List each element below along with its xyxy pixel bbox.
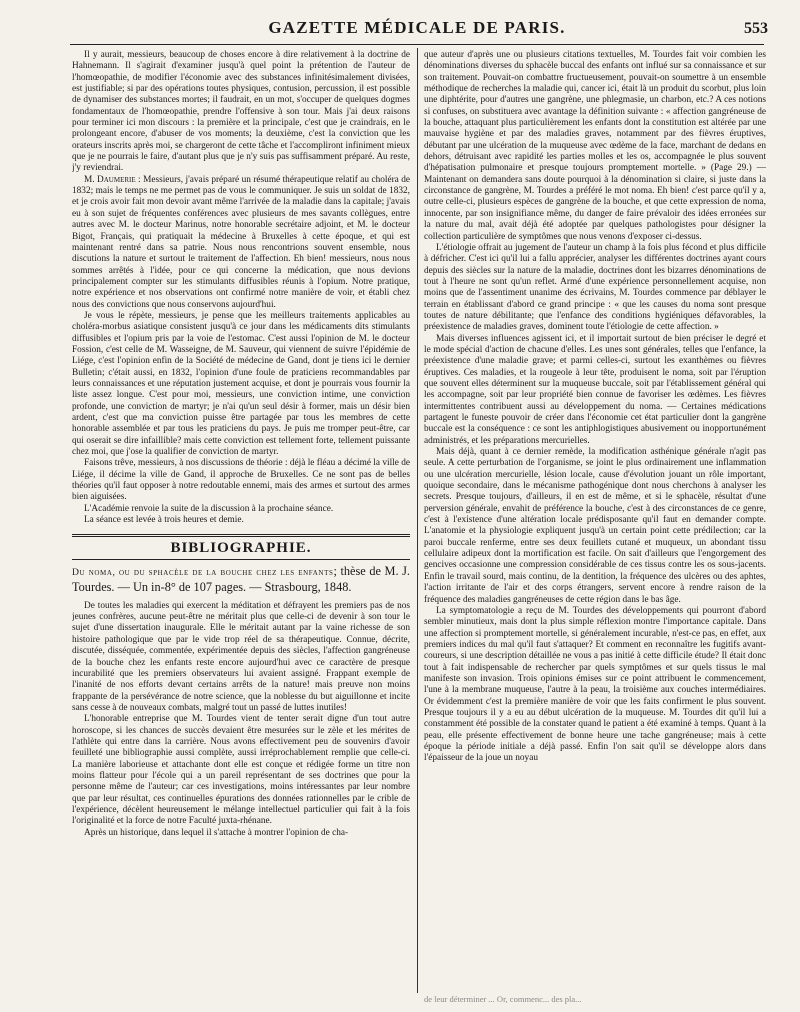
paragraph (72, 175, 410, 311)
page-header (66, 18, 768, 42)
book-title-rest: ; thèse de M. J. Tourdes. — Un in-8° de 107 pages. — Strasbourg, 1848. (72, 563, 410, 594)
paragraph: Je vous le répète, messieurs, je pense que les meilleurs traitements applicables au choléra-morbus asiatique consistent jusqu'à ce jour dans les médicaments dits stimulants diffusibles et l'opium pris par la voie de l'estomac. C'est aussi l'opinion de M. le docteur Fossion, c'est celle de M. Wasseigne, de M. Sauveur, qui viennent de suivre l'épidémie de Liége, c'est l'opinion enfin de la Société de médecine de Gand, dont je tiens ici le dernier Bulletin; c'était aussi, en 1832, l'opinion d'une foule de praticiens recommandables par leurs connaissances et une réputation justement acquise, et dont je pourrais vous fournir la liste assez longue. C'est pour moi, messieurs, une conviction intime, une conviction profonde, une conviction de martyr; je n'ai qu'un seul désir à former, mais un désir bien ardent, c'est que ma conviction puisse être partagée par tous les membres de cette honorable assemblée et par tous les praticiens du pays. Je puis me tromper peut-être, car qui oserait se dire infaillible? mais cette conviction est tellement forte, tellement puissante chez moi, que j'ose la qualifier de conviction de martyr. (72, 310, 410, 458)
paragraph: La séance est levée à trois heures et demie. (84, 515, 244, 526)
paragraph: Mais diverses influences agissent ici, et il importait surtout de bien préciser le degré et le mode spécial d'action de chacune d'elles. Les unes sont générales, telles que l'enfance, la préexistence d'une maladie grave; et parmi celles-ci, surtout les exanthèmes ou fièvres éruptives. Ces maladies, et la rougeole à leur tête, produisent le noma, soit par l'éruption que souvent elles déterminent sur la muqueuse buccale, soit par l'établissement général qui les accompagne, soit par leur propriété bien connue de favoriser les œdèmes. Les fièvres intermittentes contribuent aussi au développement du noma. — Certaines médications partagent le funeste pouvoir de créer dans l'économie cet état particulier dont la gangrène buccale est la conséquence : ce sont les antiphlogistiques abusivement ou inopportunément administrés, et les préparations mercurielles. (424, 333, 766, 446)
section-title: BIBLIOGRAPHIE. (170, 540, 312, 557)
speaker-name: M. Daumerie : (84, 174, 141, 185)
paragraph: De toutes les maladies qui exercent la méditation et défrayent les premiers pas de nos jeunes confrères, aucune peut-être ne méritait plus que celle-ci de devenir à son tour le sujet d'une dissertation inaugurale. Elle le méritait autant par la vaine richesse de son histoire pathologique que par le vide trop réel de sa thérapeutique. Connue, décrite, discutée, disséquée, commentée, expérimentée depuis des siècles, l'affection gangréneuse de la bouche chez les enfants reste encore aujourd'hui avec ce caractère de presque incurabilité que les premiers observateurs lui avaient assigné. Frappant exemple de l'inanité de nos efforts devant certains arrêts de la nature! mais preuve non moins frappante de la persévérance de notre science, que la noblesse du but aiguillonne et incite sans cesse à de nouveaux combats, malgré tout un passé de luttes inutiles! (72, 600, 410, 713)
paragraph: L'Académie renvoie la suite de la discussion à la prochaine séance. (84, 503, 334, 514)
paragraph: Il y aurait, messieurs, beaucoup de choses encore à dire relativement à la doctrine de Hahnemann. Il s'agirait d'examiner jusqu'à quel point la prétention de l'auteur de l'homœopathie, de modifier l'économie avec des substances infinitésimalement divisées, est justifiable; si par des opérations toutes physiques, contusion, percussion, il est possible de dynamiser des substances mortes; il faudrait, en un mot, s'occuper de quelques dogmes fondamentaux de l'homœopathie, prendre l'offensive à son tour. Mais j'ai deux raisons pour terminer ici mon discours : la première et la principale, c'est que je craindrais, en le prolongeant encore, d'abuser de vos moments; la deuxième, c'est la conviction que les orateurs inscrits après moi, se chargeront de cette tâche et l'accompliront infiniment mieux que je ne pourrais le faire, d'autant plus que je n'y suis pas suffisamment préparé. Au reste, j'y reviendrai. (72, 50, 410, 174)
header-rule (70, 44, 764, 45)
right-column (424, 50, 766, 995)
column-divider (417, 48, 418, 993)
paragraph: que auteur d'après une ou plusieurs citations textuelles, M. Tourdes fait voir combien les dénominations diverses du sphacèle buccal des enfants ont influé sur sa connaissance et sur son traitement. Pouvait-on combattre fructueusement, pouvait-on soumettre à un ensemble méthodique de recherches la maladie qui, cancer ici, était là un produit du scorbut, plus loin une diphtérite, pour d'autres une gangrène, une phlegmasie, un charbon, etc.? A ces notions si confuses, on substituera avec avantage la définition suivante : « affection gangréneuse de la bouche, attaquant plus particulièrement les enfants dont la constitution est altérée par une mauvaise hygiène et par des maladies graves, notamment par des fièvres éruptives, débutant par une ulcération de la muqueuse avec œdème de la face, marchant de dedans en dehors, détruisant avec rapidité les parties molles et les os, accompagnée le plus souvent d'hépatisation pulmonaire et presque toujours promptement mortelle. » (Page 29.) — Maintenant on demandera sans doute pourquoi à la dénomination si claire, si juste dans la circonstance de gangrène, M. Tourdes a préféré le mot noma. Eh bien! c'est parce qu'il y a, outre celle-ci, plusieurs espèces de gangrène de la bouche, et que cette expression de noma, innocente, par son insignifiance même, du danger de faire prévaloir des idées erronées sur la nature du mal, avait déjà été adoptée par quelques pathologistes pour désigner la collection particulière de symptômes que nous venons d'exposer ci-dessus. (424, 50, 766, 242)
paragraph: La symptomatologie a reçu de M. Tourdes des développements qui pourront d'abord sembler minutieux, mais dont la plus simple réflexion montre l'importance capitale. Dans une affection si promptement mortelle, si généralement incurable, n'est-ce pas, en effet, aux premiers indices du mal qu'il faut s'attaquer? Et comment en reconnaître les fugitifs avant-coureurs, si une description détaillée ne vous a pas initié à cette difficile étude? Il était donc tout à fait indispensable de rechercher par quels symptômes et sur quels tissus le mal manifeste son invasion. Trois opinions émises sur ce point attribuent le commencement, l'une à la membrane muqueuse, l'autre à la peau, la troisième aux couches intermédiaires. Or évidemment c'est la première manière de voir que les faits confirment le plus souvent. Presque toujours il y a eu au début ulcération de la muqueuse. M. Tourdes dit qu'il lui a constamment été possible de la constater quand le patient a été examiné à temps. Quant à la peau, elle présente effectivement de bonne heure une tache gangréneuse; mais à cette époque la période initiale a déjà passé. Enfin l'on sait qu'il se développe alors dans l'épaisseur de la joue un noyau (424, 605, 766, 764)
paragraph: Après un historique, dans lequel il s'attache à montrer l'opinion de cha- (84, 827, 349, 838)
bleed-through-text: de leur déterminer ... Or, commenc... des pla... (424, 994, 582, 1004)
paragraph: L'étiologie offrait au jugement de l'auteur un champ à la fois plus fécond et plus difficile à défricher. C'est ici qu'il lui a fallu apprécier, analyser les différentes doctrines ayant cours depuis des siècles sur la nature de la maladie, doctrines dont les bizarres dénominations de tout à l'heure ne sont qu'un reflet. Armé d'une expérience personnellement acquise, non moins que de l'assentiment unanime des écrivains, M. Tourdes commence par déblayer le terrain en établissant d'abord ce grand principe : « que les causes du noma sont presque toutes de nature débilitante; que l'enfance des conditions hygiéniques défavorables, la préexistence de maladies graves, dominent toute l'étiologie de cette affection. » (424, 242, 766, 333)
book-title-caps: Du noma, ou du sphacèle de la bouche chez les enfants (72, 566, 334, 578)
page-number: 553 (743, 20, 768, 37)
section-rule (72, 559, 410, 560)
journal-title: GAZETTE MÉDICALE DE PARIS. (268, 18, 566, 37)
paragraph: Mais déjà, quant à ce dernier remède, la modification asthénique générale n'agit pas seule. A cette perturbation de l'organisme, se joint le plus ordinairement une inflammation ou une ulcération mercurielle, lésion locale, cause d'évolution jouant un rôle important, quoique secondaire, dans le mécanisme pathogénique dont nous cherchons à analyser les secrets. Presque toujours, d'ailleurs, il en est de même, et si le sphacèle, résultat d'une perversion générale, envahit de préférence la bouche, c'est à des circonstances de ce genre, c'est à l'existence d'une altération locale prédisposante qu'il faut en demander compte. L'anatomie et la physiologie expliquent jusqu'à un certain point cette prédilection; car la paroi buccale renferme, entre ses deux feuillets cutané et muqueux, un abondant tissu cellulaire adipeux dont la mortification est facile. On sait d'ailleurs que l'engorgement des gencives occasionne une compression considérable de ces tissus contre les os sous-jacents. Enfin le travail sourd, mais continu, de la dentition, la fréquence des ulcères ou des aphtes, l'action irritante de l'air et des corps étrangers, servent encore à rendre raison de la fréquence des maladies gangréneuses de cette région dans le bas âge. (424, 447, 766, 605)
speaker-text: Messieurs, j'avais préparé un résumé thérapeutique relatif au choléra de 1832; mais le temps ne me permet pas de vous le communiquer. Je suis un soldat de 1832, et je crois avoir fait mon devoir avant même l'arrivée de la maladie dans la capitale; j'avais eu à son sujet de fréquentes conférences avec plusieurs de mes savants collègues, entre autres avec M. le docteur Marinus, notre honorable secrétaire adjoint, et M. le docteur Bigot, Français, qui pratiquait la médecine à Bruxelles à cette époque, et qui est maintenant rentré dans sa patrie. Nous nous rencontrions souvent ensemble, nous discutions la nature et surtout le traitement de l'affection. Eh bien! messieurs, nous nous sommes arrêtés à l'idée, pour ce qui concerne la médication, que nous devions principalement compter sur les stimulants diffusibles réunis à l'opium. Notre pratique, notre expérience et nos observations ont confirmé notre manière de voir, et établi chez nous des convictions que nous conservons aujourd'hui. (72, 174, 410, 310)
left-column (72, 50, 410, 995)
book-title (72, 564, 410, 595)
paragraph: Faisons trêve, messieurs, à nos discussions de théorie : déjà le fléau a décimé la ville de Liége, il décime la ville de Gand, il approche de Bruxelles. Ce ne sont pas de belles théories qu'il faut opposer à notre redoutable ennemi, mais des armes et surtout des armes bien aiguisées. (72, 458, 410, 503)
section-separator (72, 534, 410, 537)
paragraph: L'honorable entreprise que M. Tourdes vient de tenter serait digne d'un tout autre horoscope, si les chances de succès devaient être mesurées sur le zèle et les mérites de l'athlète qui entre dans la carrière. Nous avons effectivement peu de souvenirs d'avoir feuilleté une bibliographie aussi complète, aussi irréprochablement remplie que celle-ci. La manière laborieuse et attachante dont elle est conçue et rédigée forme un titre non moins flatteur pour l'école qui a un pareil représentant de ses doctrines que pour la personne même de l'auteur; car ces investigations, moins intéressantes par leur nombre que par leur résultat, ces continuelles épurations des données rationnelles par le crible de l'expérience, décèlent heureusement le mélange intellectuel particulier qui fait à la fois l'originalité et la force de notre Faculté juxta-rhénane. (72, 714, 410, 827)
